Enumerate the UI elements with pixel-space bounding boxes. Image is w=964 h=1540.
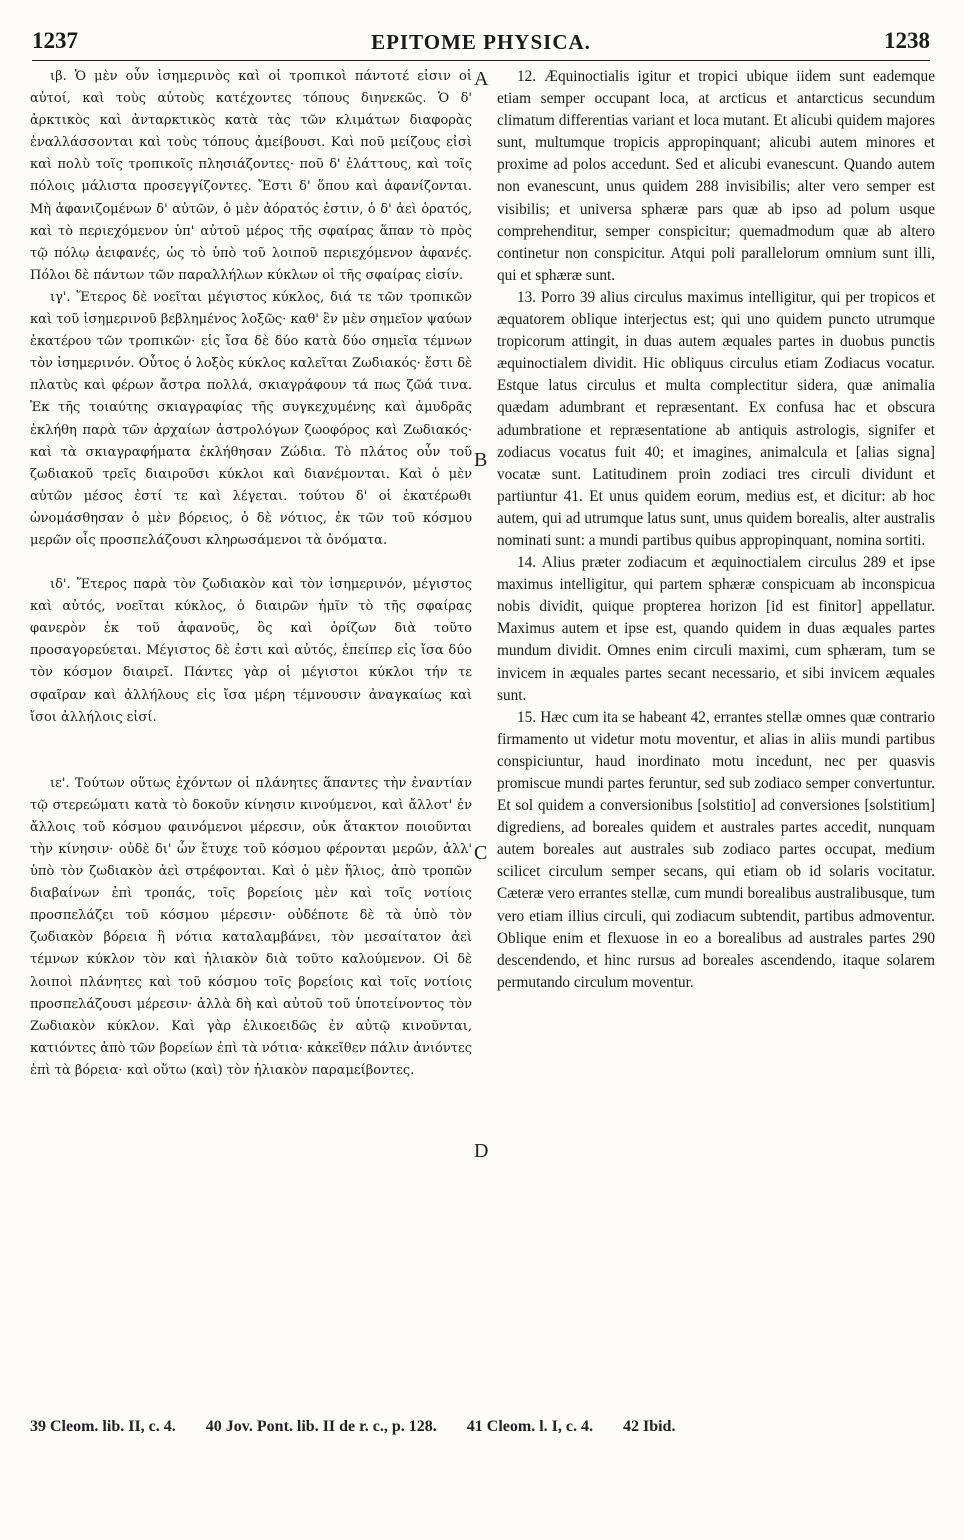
margin-marker-b: B	[474, 449, 488, 471]
footnote-42: 42 Ibid.	[622, 1418, 676, 1435]
page-header	[32, 26, 930, 61]
greek-column	[30, 66, 472, 1082]
footnotes	[30, 1418, 934, 1436]
margin-marker-a: A	[474, 68, 489, 90]
page-number-right: 1238	[884, 28, 930, 53]
margin-marker-c: C	[474, 842, 488, 864]
page-number-left: 1237	[32, 28, 78, 53]
margin-marker-d: D	[474, 1140, 489, 1162]
latin-section-14: 14. Alius præter zodiacum et æquinoctialem circulus 289 et ipse maximus intelligitur, qui partem sphæræ conspicuam ab inconspicua nobis dividit, quique propterea horizon [id est finitor] appellatur. Maximus autem et ipse est, quando quidem in duas æquales partes mundum dividit. Omnes enim circuli maximi, cum sphæram, tum se invicem in æquales partes secant necessario, et sibi invicem æquales sunt.	[497, 554, 935, 704]
footnote-39: 39 Cleom. lib. II, c. 4.	[30, 1418, 176, 1435]
footnote-40: 40 Jov. Pont. lib. II de r. c., p. 128.	[205, 1418, 437, 1435]
latin-section-12: 12. Æquinoctialis igitur et tropici ubique iidem sunt eademque etiam semper occupant loca, at arcticus et antarcticus secundum climatum differentias variant et loca mutant. Et alicubi quidem majores sunt, multumque tropicis appropinquant; alicubi autem minores et proxime ad polos accedunt. Sed et alicubi evanescunt. Quando autem non evanescunt, unus quidem 288 invisibilis; alter vero semper est visibilis; et universa sphæræ pars quæ ab ipso ad polum usque comprehenditur, semper conspicitur; quemadmodum quæ ab altero continetur non conspicitur. Atqui poli parallelorum omnium sunt illi, qui et sphæræ sunt.	[497, 68, 935, 284]
greek-section-14: ιδ'. Ἕτερος παρὰ τὸν ζωδιακὸν καὶ τὸν ἰσημερινόν, μέγιστος καὶ αὐτός, νοεῖται κύκλος, ὁ διαιρῶν ἡμῖν τὸ τῆς σφαίρας φανερὸν ἐκ τοῦ ἀφανοῦς, ὃς καὶ ὁρίζων διὰ τοῦτο προσαγορεύεται. Μέγιστος δὲ ἐστι καὶ αὐτός, ἐπείπερ εἰς ἴσα δύο τὸν κόσμον διαιρεῖ. Πάντες γὰρ οἱ μέγιστοι κύκλοι τήν τε σφαῖραν καὶ ἀλλήλους εἰς ἴσα μέρη τέμνουσιν ἀναγκαίως καὶ ἴσοι ἀλλήλοις εἰσί.	[30, 577, 472, 725]
latin-section-15: 15. Hæc cum ita se habeant 42, errantes stellæ omnes quæ contrario firmamento ut videtur motu moventur, et alias in aliis mundi partibus conspiciuntur, haud inordinato motu incedunt, nec per quasvis promiscue mundi partes feruntur, sed sub zodiaco semper convertuntur. Et sol quidem a conversionibus [solstitio] ad conversiones [solstitium] digrediens, ad boreales quidem et australes partes accedit, nunquam autem boreales aut australes sub zodiaco partes occupat, medium scilicet circulum semper secans, qui etiam ob id solaris vocitatur. Cæteræ vero errantes stellæ, cum mundi borealibus australibusque, tum vero etiam illius circuli, qui zodiacum subtendit, partibus admoventur. Oblique enim et flexuose in eo a borealibus ad australes partes 290 descendendo, et hinc rursus ad boreales ascendendo, itaque solarem permutando circulum moventur.	[497, 708, 935, 991]
latin-section-13: 13. Porro 39 alius circulus maximus intelligitur, qui per tropicos et æquatorem oblique interjectus est; qui uno quidem puncto utrumque tropicorum attingit, in duas autem æquales partes in duobus punctis æquinoctialem dividit. Hic obliquus circulus etiam Zodiacus vocatur. Estque latus circulus et multa complectitur sidera, quæ animalia quædam adumbrant et repræsentant. Ex confusa hac et obscura adumbratione et repræsentatione ab antiquis astrologis, signifer et zodiacus vocatus fuit 40; et imagines, animalcula et [alias signa] vocatæ sunt. Latitudinem proin zodiaci tres circuli dividunt et partiuntur 41. Et unus quidem eorum, medius est, et dicitur: ab hoc autem, qui ad utrumque latus sunt, unus quidem borealis, alter australis nominati sunt: a mundi partibus quibus appropinquant, nomina sortiti.	[497, 288, 935, 549]
greek-section-15: ιε'. Τούτων οὕτως ἐχόντων οἱ πλάνητες ἅπαντες τὴν ἐναντίαν τῷ στερεώματι κατὰ τὸ δοκοῦν κίνησιν κινούμενοι, καὶ ἄλλοτ' ἐν ἄλλοις τοῦ κόσμου φαινόμενοι μέρεσιν, οὐκ ἄτακτον ποιοῦνται τὴν κίνησιν· οὐδὲ δι' ὧν ἔτυχε τοῦ κόσμου φέρονται μερῶν, ἀλλ' ὑπὸ τὸν ζωδιακὸν ἀεὶ στρέφονται. Καὶ ὁ μὲν ἥλιος, ἀπὸ τροπῶν διαβαίνων ἐπὶ τροπάς, τοῖς βορείοις μὲν καὶ τοῖς νοτίοις προσπελάζει τοῦ κόσμου μέρεσιν· οὐδέποτε δὲ τὰ ὑπὸ τὸν ζωδιακὸν βόρεια ἢ νότια καταλαμβάνει, τὸν μεσαίτατον ἀεὶ τέμνων κύκλον τὸν καὶ ἡλιακὸν διὰ τοῦτο καλούμενον. Οἱ δὲ λοιποὶ πλάνητες καὶ τοῦ κόσμου τοῖς βορείοις καὶ τοῖς νοτίοις προσπελάζουσι μέρεσιν· ἀλλὰ δὴ καὶ αὐτοῦ τοῦ ὑποτείνοντος τὸν Ζωδιακὸν κύκλον. Καὶ γὰρ ἑλικοειδῶς ἐν αὐτῷ κινοῦνται, κατιόντες ἀπὸ τῶν βορείων ἐπὶ τὰ νότια· κἀκεῖθεν πάλιν ἀνιόντες ἐπὶ τὰ βόρεια· καὶ οὕτω (καὶ) τὸν ἡλιακὸν παραμείβοντες.	[30, 775, 472, 1078]
greek-section-12: ιβ. Ὁ μὲν οὖν ἰσημερινὸς καὶ οἱ τροπικοὶ πάντοτέ εἰσιν οἱ αὐτοί, καὶ τοὺς αὐτοὺς κατέχοντες τόπους διηνεκῶς. Ὁ δ' ἀρκτικὸς καὶ ἀνταρκτικὸς κατὰ τὰς τῶν κλιμάτων διαφορὰς ἐναλλάσσονται καὶ τοὺς τόπους ἀμείβουσι. Καὶ ποῦ μείζους εἰσὶ καὶ πολὺ τοῖς τροπικοῖς πλησιάζοντες· ποῦ δ' ἐλάττους, καὶ τοῖς πόλοις μάλιστα προσεγγίζοντες. Ἔστι δ' ὅπου καὶ ἀφανίζονται. Μὴ ἀφανιζομένων δ' αὐτῶν, ὁ μὲν ἀόρατός ἐστιν, ὁ δ' ἀεὶ ὁρατός, καὶ τὸ περιεχόμενον ὑπ' αὐτοῦ μέρος τῆς σφαίρας ἅπαν τὸ πρὸς τῷ πόλῳ ἀειφανές, ὡς τὸ ὑπὸ τοῦ λοιποῦ περιεχόμενον ἀφανές. Πόλοι δὲ πάντων τῶν παραλλήλων κύκλων οἱ τῆς σφαίρας εἰσίν.	[30, 69, 472, 283]
footnote-41: 41 Cleom. l. I, c. 4.	[466, 1418, 593, 1435]
latin-column	[497, 66, 935, 994]
running-title: EPITOME PHYSICA.	[371, 30, 591, 54]
greek-section-13: ιγ'. Ἕτερος δὲ νοεῖται μέγιστος κύκλος, διά τε τῶν τροπικῶν καὶ τοῦ ἰσημερινοῦ βεβλημένος λοξῶς· καθ' ἓν μὲν σημεῖον ψαύων ἑκατέρου τῶν τροπικῶν· εἰς ἴσα δὲ δύο κατὰ δύο σημεῖα τέμνων τὸν ἰσημερινόν. Οὗτος ὁ λοξὸς κύκλος καλεῖται Ζωδιακός· ἔστι δὲ πλατὺς καὶ φέρων ἄστρα πολλά, σκιαγράφουν τά πως ζῶά τινα. Ἐκ τῆς τοιαύτης σκιαγραφίας τῆς συγκεχυμένης καὶ ἀμυδρᾶς ἐκλήθη παρὰ τῶν ἀρχαίων ἀστρολόγων ζωοφόρος καὶ Ζωδιακός· καὶ τὰ σκιαγραφήματα ἐκλήθησαν Ζώδια. Τὸ πλάτος οὖν τοῦ ζωδιακοῦ τρεῖς διαιροῦσι κύκλοι καὶ διανέμονται. Καὶ ὁ μὲν αὐτῶν μέσος ἐστί τε καὶ λέγεται. τούτου δ' οἱ ἑκατέρωθι ὠνομάσθησαν ὁ μὲν βόρειος, ὁ δὲ νότιος, ἐκ τῶν τοῦ κόσμου μερῶν οἷς προσπελάζουσι κληρωσάμενοι τὰ ὀνόματα.	[30, 289, 472, 548]
